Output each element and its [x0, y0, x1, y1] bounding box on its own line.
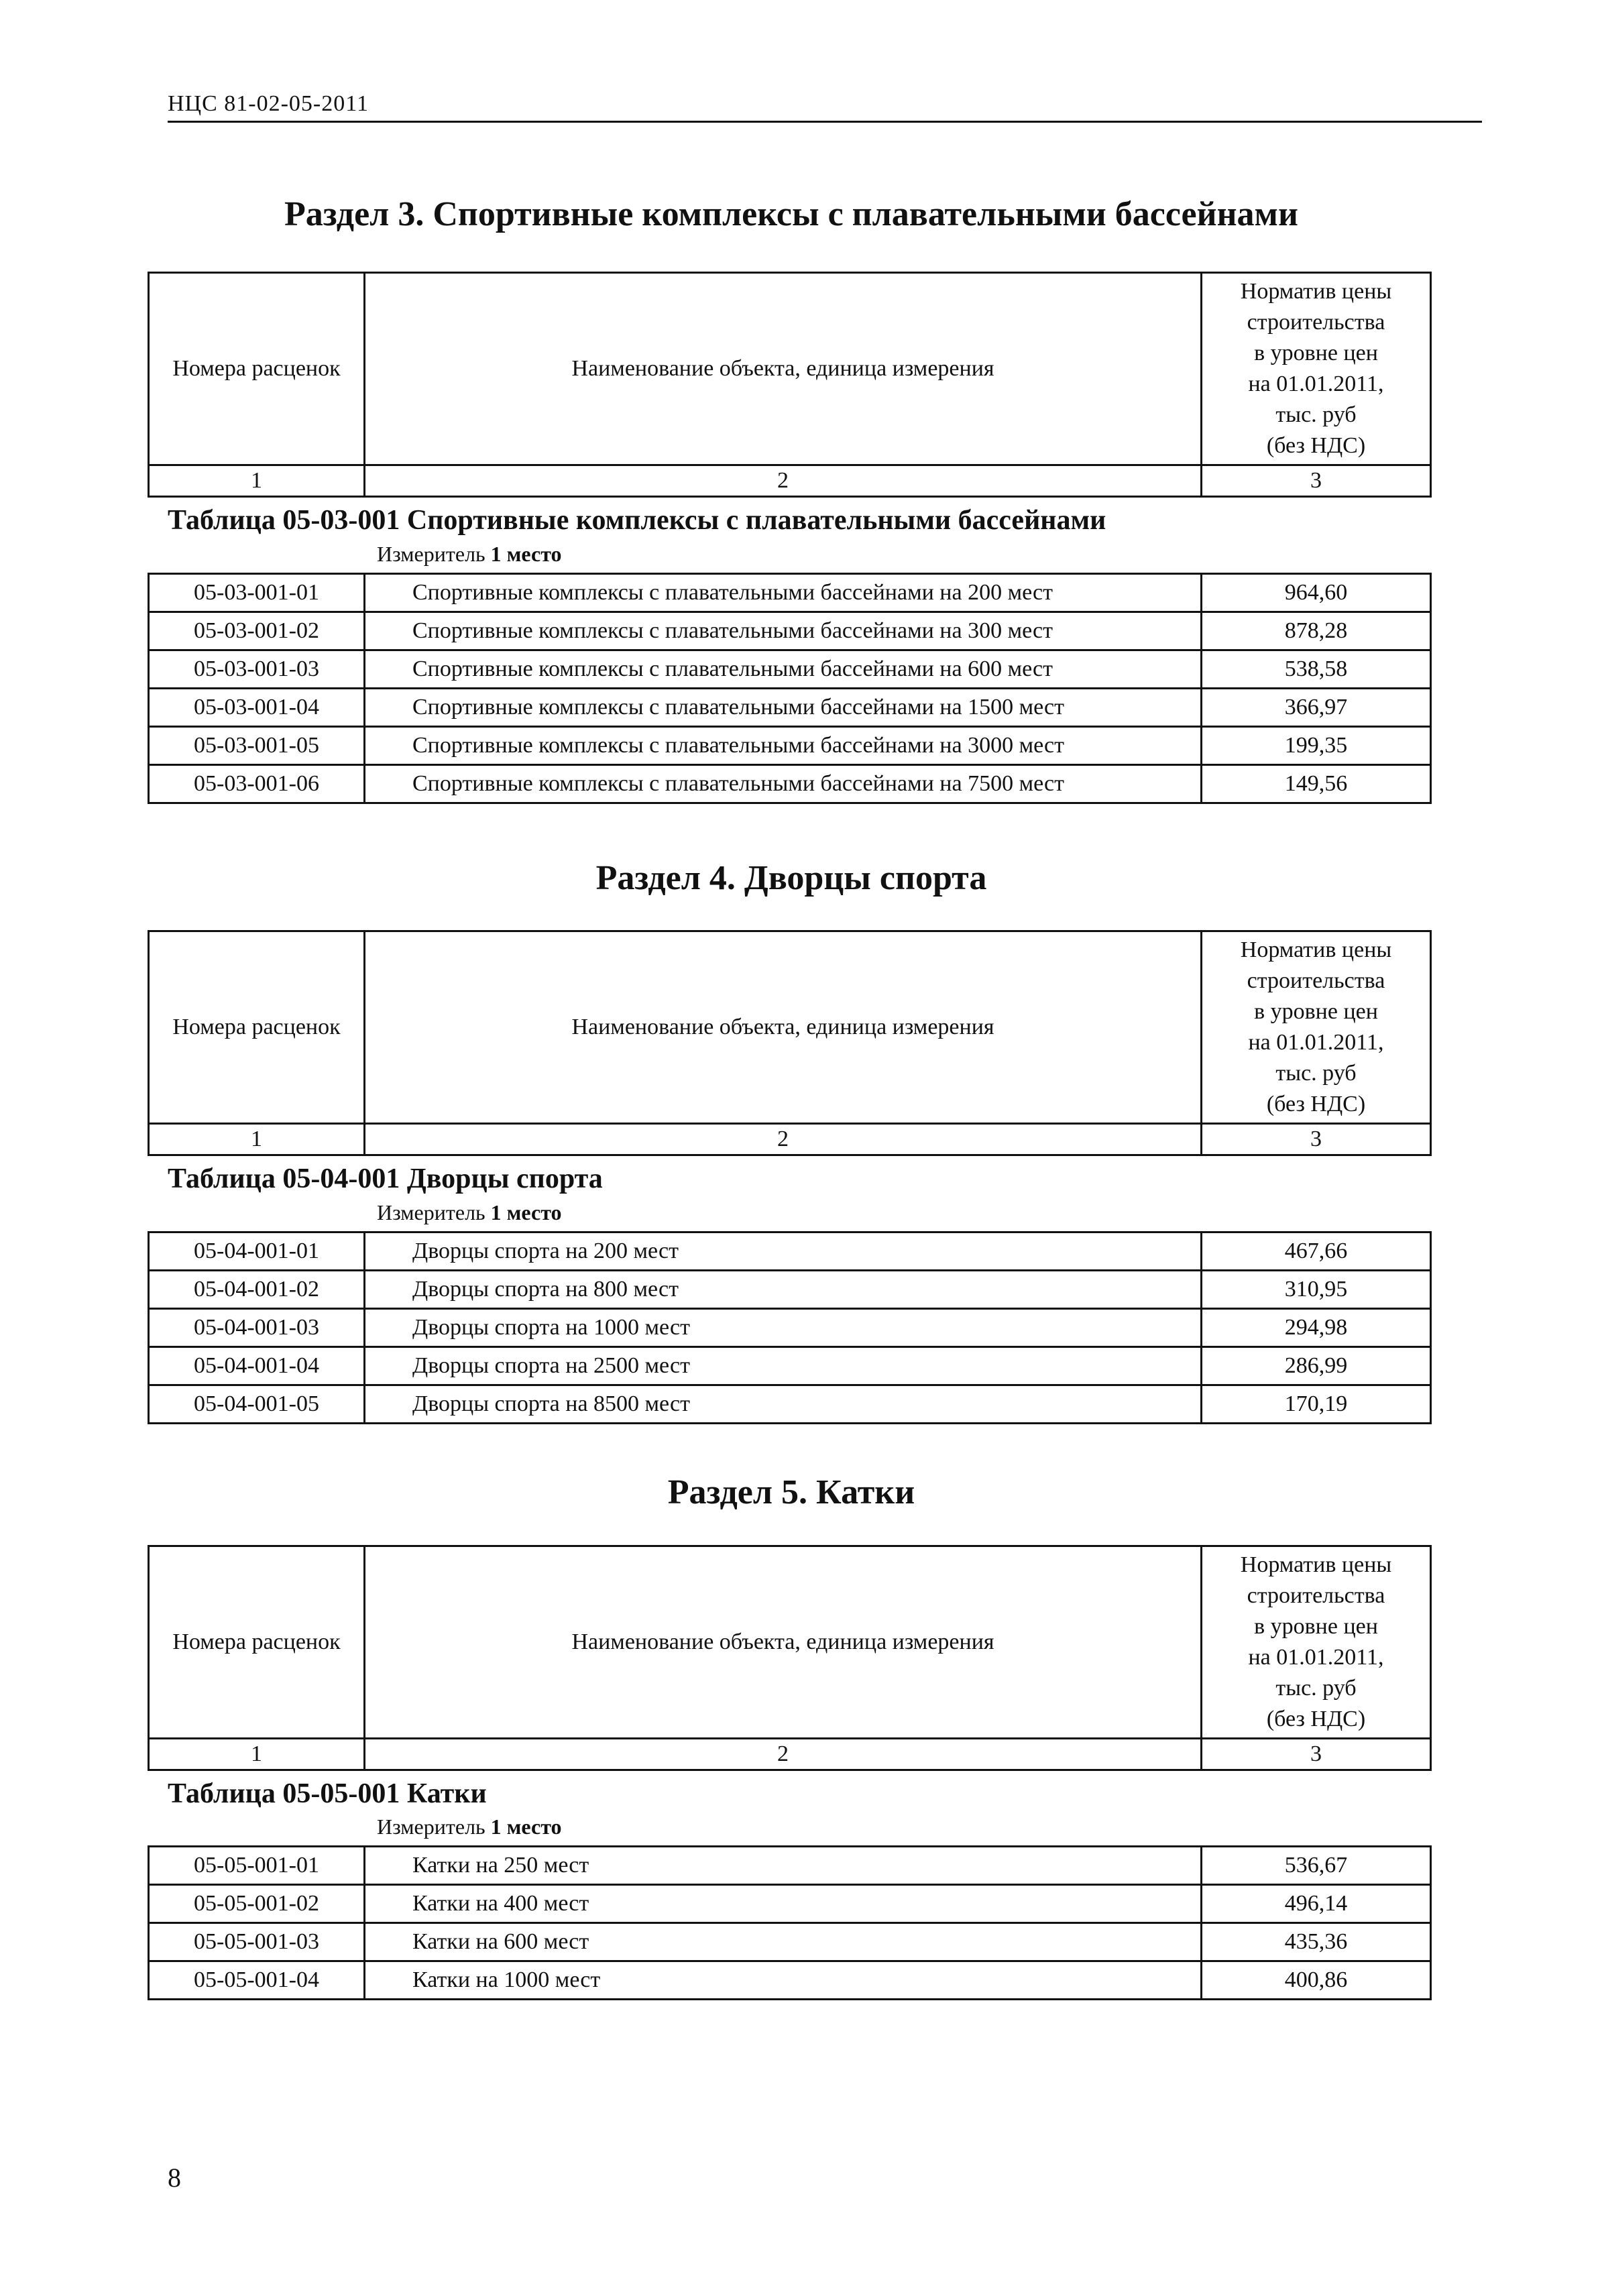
row-price: 400,86 [1202, 1961, 1431, 2000]
table-row [149, 1847, 1431, 1885]
section-3-column-header [148, 272, 1432, 498]
row-code: 05-05-001-03 [149, 1923, 365, 1961]
column-number-1: 1 [149, 1739, 365, 1770]
column-header-price: Норматив цены строительства в уровне цен на 01.01.2011, тыс. руб (без НДС) [1202, 931, 1431, 1124]
table-row [149, 727, 1431, 765]
row-price: 964,60 [1202, 574, 1431, 612]
row-code: 05-04-001-02 [149, 1271, 365, 1309]
column-header-codes: Номера расценок [149, 273, 365, 465]
row-price: 294,98 [1202, 1309, 1431, 1347]
row-code: 05-04-001-03 [149, 1309, 365, 1347]
table-05-03-001 [148, 573, 1432, 804]
header-rule [168, 121, 1482, 123]
table-row [149, 1385, 1431, 1424]
table-row [149, 1923, 1431, 1961]
table-row [149, 1271, 1431, 1309]
row-name: Спортивные комплексы с плавательными бассейнами на 7500 мест [365, 765, 1202, 803]
table-05-05-001 [148, 1845, 1432, 2000]
column-header-name: Наименование объекта, единица измерения [365, 1546, 1202, 1739]
row-code: 05-03-001-02 [149, 612, 365, 650]
row-price: 310,95 [1202, 1271, 1431, 1309]
row-code: 05-05-001-04 [149, 1961, 365, 2000]
row-name: Спортивные комплексы с плавательными бассейнами на 600 мест [365, 650, 1202, 689]
row-code: 05-03-001-01 [149, 574, 365, 612]
row-name: Спортивные комплексы с плавательными бассейнами на 300 мест [365, 612, 1202, 650]
row-price: 170,19 [1202, 1385, 1431, 1424]
row-name: Катки на 600 мест [365, 1923, 1202, 1961]
table-row [149, 1961, 1431, 2000]
row-price: 286,99 [1202, 1347, 1431, 1385]
row-price: 878,28 [1202, 612, 1431, 650]
row-code: 05-03-001-06 [149, 765, 365, 803]
table-05-03-001-title: Таблица 05-03-001 Спортивные комплексы с плавательными бассейнами [168, 505, 1106, 536]
row-name: Катки на 250 мест [365, 1847, 1202, 1885]
row-price: 149,56 [1202, 765, 1431, 803]
table-row [149, 650, 1431, 689]
table-row [149, 765, 1431, 803]
column-number-2: 2 [365, 465, 1202, 497]
table-row [149, 574, 1431, 612]
row-price: 467,66 [1202, 1232, 1431, 1271]
section-5-title: Раздел 5. Катки [667, 1473, 915, 1511]
column-number-1: 1 [149, 465, 365, 497]
row-code: 05-04-001-05 [149, 1385, 365, 1424]
row-price: 435,36 [1202, 1923, 1431, 1961]
page-number: 8 [168, 2163, 181, 2193]
row-code: 05-05-001-02 [149, 1885, 365, 1923]
table-row [149, 1232, 1431, 1271]
column-header-price: Норматив цены строительства в уровне цен на 01.01.2011, тыс. руб (без НДС) [1202, 1546, 1431, 1739]
table-row [149, 1885, 1431, 1923]
row-name: Катки на 1000 мест [365, 1961, 1202, 2000]
row-price: 538,58 [1202, 650, 1431, 689]
table-05-03-001-measure: Измеритель 1 место [377, 542, 562, 566]
table-row [149, 1309, 1431, 1347]
table-05-05-001-measure: Измеритель 1 место [377, 1815, 562, 1839]
row-code: 05-05-001-01 [149, 1847, 365, 1885]
column-number-3: 3 [1202, 465, 1431, 497]
table-05-04-001-measure: Измеритель 1 место [377, 1200, 562, 1224]
table-row [149, 689, 1431, 727]
row-code: 05-04-001-04 [149, 1347, 365, 1385]
row-price: 496,14 [1202, 1885, 1431, 1923]
row-name: Катки на 400 мест [365, 1885, 1202, 1923]
table-05-05-001-title: Таблица 05-05-001 Катки [168, 1778, 487, 1809]
section-4-title: Раздел 4. Дворцы спорта [595, 859, 987, 897]
row-price: 199,35 [1202, 727, 1431, 765]
column-number-1: 1 [149, 1124, 365, 1155]
section-5-column-header [148, 1545, 1432, 1771]
table-05-04-001-title: Таблица 05-04-001 Дворцы спорта [168, 1163, 603, 1194]
row-code: 05-04-001-01 [149, 1232, 365, 1271]
row-name: Спортивные комплексы с плавательными бассейнами на 3000 мест [365, 727, 1202, 765]
column-number-2: 2 [365, 1124, 1202, 1155]
section-3-title: Раздел 3. Спортивные комплексы с плавательными бассейнами [284, 195, 1298, 233]
document-code: НЦС 81-02-05-2011 [168, 91, 369, 116]
table-05-04-001 [148, 1231, 1432, 1424]
column-number-2: 2 [365, 1739, 1202, 1770]
row-name: Спортивные комплексы с плавательными бассейнами на 200 мест [365, 574, 1202, 612]
row-price: 536,67 [1202, 1847, 1431, 1885]
table-row [149, 612, 1431, 650]
row-price: 366,97 [1202, 689, 1431, 727]
column-header-name: Наименование объекта, единица измерения [365, 273, 1202, 465]
column-header-name: Наименование объекта, единица измерения [365, 931, 1202, 1124]
column-header-price: Норматив цены строительства в уровне цен на 01.01.2011, тыс. руб (без НДС) [1202, 273, 1431, 465]
column-header-codes: Номера расценок [149, 1546, 365, 1739]
column-header-codes: Номера расценок [149, 931, 365, 1124]
section-4-column-header [148, 930, 1432, 1156]
row-name: Дворцы спорта на 8500 мест [365, 1385, 1202, 1424]
row-name: Дворцы спорта на 800 мест [365, 1271, 1202, 1309]
table-row [149, 1347, 1431, 1385]
column-number-3: 3 [1202, 1739, 1431, 1770]
row-code: 05-03-001-05 [149, 727, 365, 765]
row-name: Дворцы спорта на 1000 мест [365, 1309, 1202, 1347]
row-code: 05-03-001-04 [149, 689, 365, 727]
row-name: Дворцы спорта на 2500 мест [365, 1347, 1202, 1385]
row-name: Спортивные комплексы с плавательными бассейнами на 1500 мест [365, 689, 1202, 727]
column-number-3: 3 [1202, 1124, 1431, 1155]
row-code: 05-03-001-03 [149, 650, 365, 689]
row-name: Дворцы спорта на 200 мест [365, 1232, 1202, 1271]
